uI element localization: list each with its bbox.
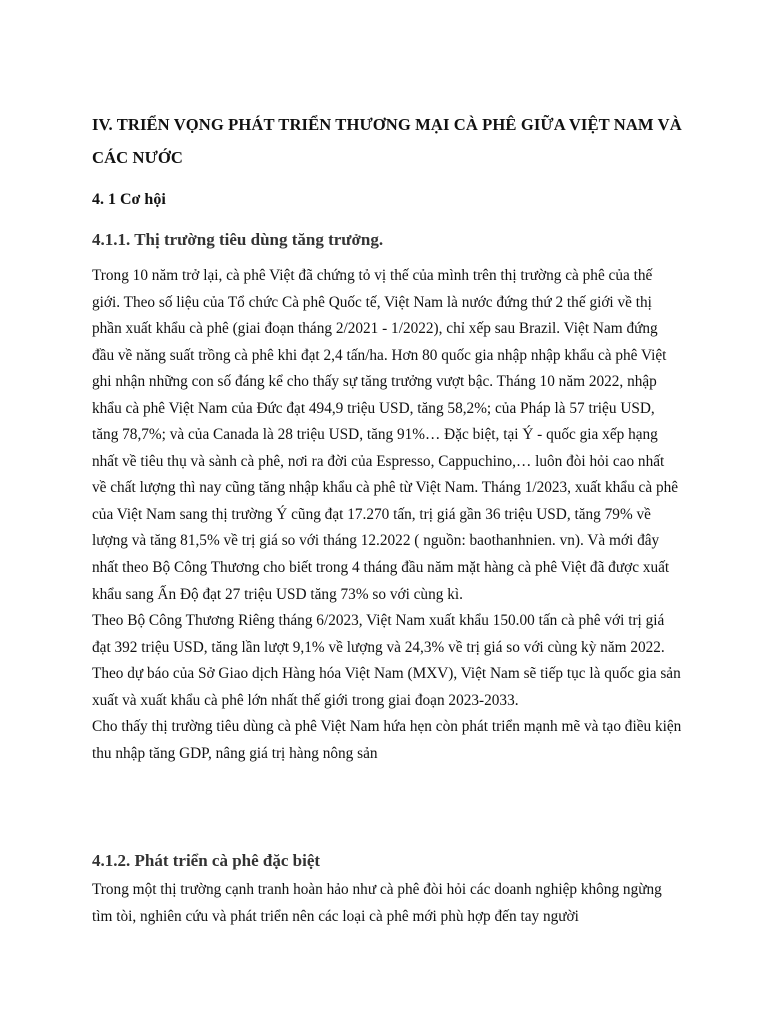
subsection-body-specialty-coffee [92, 877, 682, 930]
body-paragraph: Trong một thị trường cạnh tranh hoàn hảo như cà phê đòi hỏi các doanh nghiệp không ngừng tìm tòi, nghiên cứu và phát triển nên các loại cà phê mới phù hợp đến tay người [92, 881, 662, 925]
body-paragraph: Theo Bộ Công Thương Riêng tháng 6/2023, Việt Nam xuất khẩu 150.00 tấn cà phê với trị giá đạt 392 triệu USD, tăng lần lượt 9,1% về lượng và 24,3% về trị giá so với cùng kỳ năm 2022. Theo dự báo của Sở Giao dịch Hàng hóa Việt Nam (MXV), Việt Nam sẽ tiếp tục là quốc gia sản xuất và xuất khẩu cà phê lớn nhất thế giới trong giai đoạn 2023-2033. [92, 612, 681, 709]
subsection-heading-market-growth: 4.1.1. Thị trường tiêu dùng tăng trưởng. [92, 230, 384, 249]
section-heading: 4. 1 Cơ hội [92, 191, 166, 208]
subsection-body-market-growth [92, 263, 682, 767]
body-paragraph: Cho thấy thị trường tiêu dùng cà phê Việt Nam hứa hẹn còn phát triển mạnh mẽ và tạo điều kiện thu nhập tăng GDP, nâng giá trị hàng nông sản [92, 718, 682, 762]
document-title: IV. TRIỂN VỌNG PHÁT TRIỂN THƯƠNG MẠI CÀ PHÊ GIỮA VIỆT NAM VÀ CÁC NƯỚC [92, 115, 682, 167]
body-paragraph: Trong 10 năm trở lại, cà phê Việt đã chứng tỏ vị thế của mình trên thị trường cà phê của thế giới. Theo số liệu của Tổ chức Cà phê Quốc tế, Việt Nam là nước đứng thứ 2 thế giới về thị phần xuất khẩu cà phê (giai đoạn tháng 2/2021 - 1/2022), chỉ xếp sau Brazil. Việt Nam đứng đầu về năng suất trồng cà phê khi đạt 2,4 tấn/ha. Hơn 80 quốc gia nhập nhập khẩu cà phê Việt ghi nhận những con số đáng kể cho thấy sự tăng trưởng vượt bậc. Tháng 10 năm 2022, nhập khẩu cà phê Việt Nam của Đức đạt 494,9 triệu USD, tăng 58,2%; của Pháp là 57 triệu USD, tăng 78,7%; và của Canada là 28 triệu USD, tăng 91%… Đặc biệt, tại Ý - quốc gia xếp hạng nhất về tiêu thụ và sành cà phê, nơi ra đời của Espresso, Cappuchino,… luôn đòi hỏi cao nhất về chất lượng thì nay cũng tăng nhập khẩu cà phê từ Việt Nam. Tháng 1/2023, xuất khẩu cà phê của Việt Nam sang thị trường Ý cũng đạt 17.270 tấn, trị giá gần 36 triệu USD, tăng 79% về lượng và tăng 81,5% về trị giá so với tháng 12.2022 ( nguồn: baothanhnien. vn). Và mới đây nhất theo Bộ Công Thương cho biết trong 4 tháng đầu năm mặt hàng cà phê Việt đã được xuất khẩu sang Ấn Độ đạt 27 triệu USD tăng 73% so với cùng kì. [92, 267, 679, 603]
subsection-heading-specialty-coffee: 4.1.2. Phát triển cà phê đặc biệt [92, 851, 321, 870]
